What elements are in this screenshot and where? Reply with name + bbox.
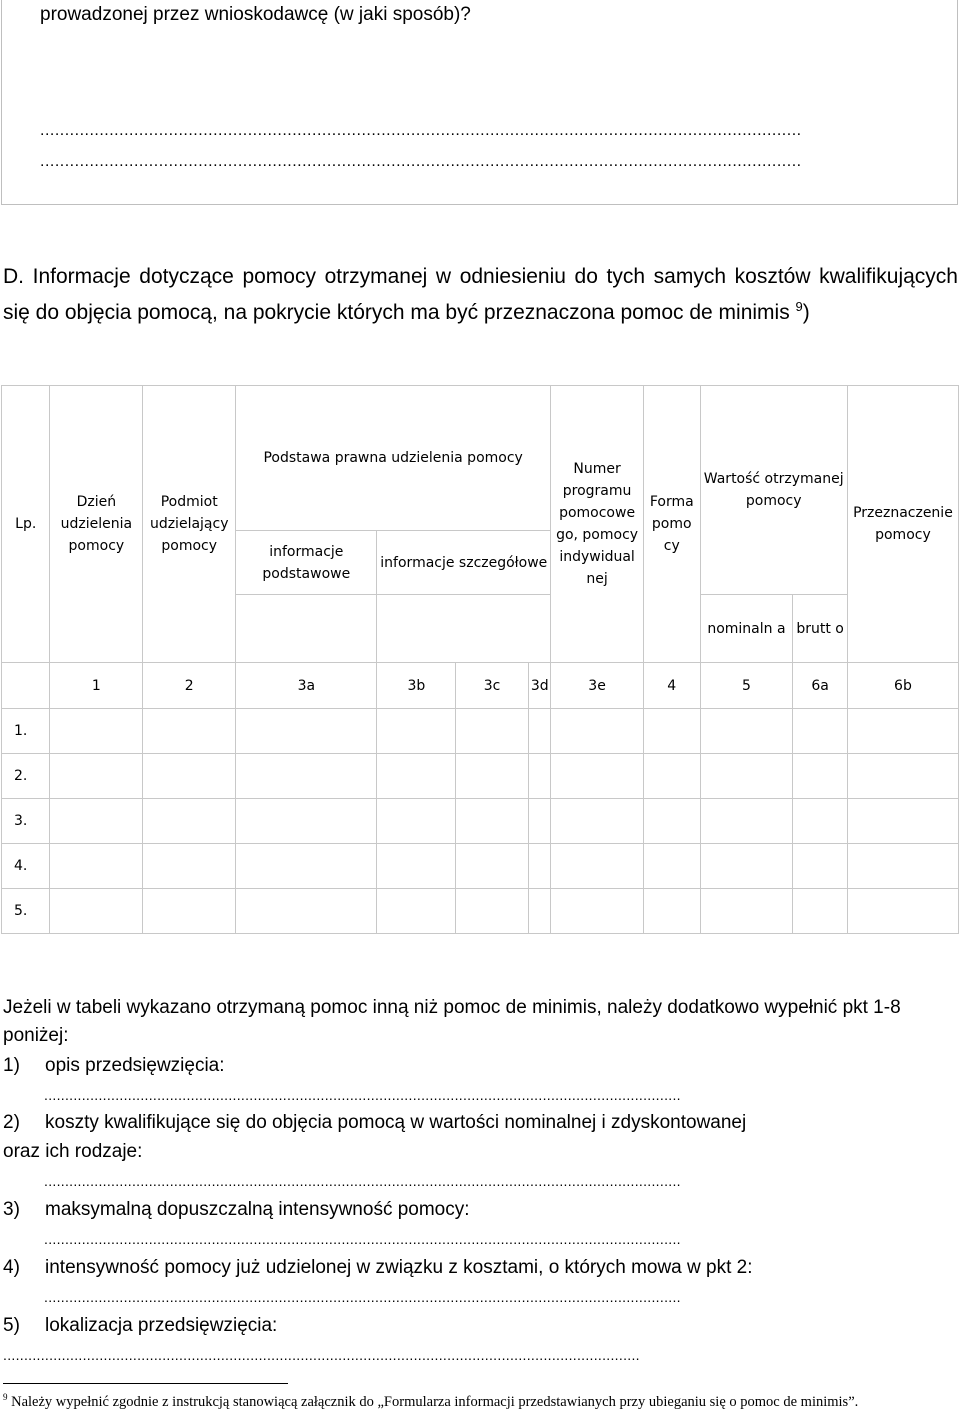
footnote-number: 9 [3,1392,8,1402]
header-basic-info-sub [236,595,377,663]
header-value: Wartość otrzymanej pomocy [700,386,847,595]
table-cell[interactable] [793,753,848,798]
table-cell[interactable] [847,708,958,753]
header-gross: brutt o [793,595,848,663]
table-cell[interactable] [551,888,644,933]
table-cell[interactable] [551,798,644,843]
header-entity: Podmiot udzielający pomocy [143,386,236,663]
header-day: Dzień udzielenia pomocy [50,386,143,663]
table-cell[interactable] [377,798,456,843]
table-cell[interactable] [847,753,958,798]
table-cell[interactable] [377,843,456,888]
header-program: Numer programu pomocowe go, pomocy indywidual nej [551,386,644,663]
answer-dotted-line-2: .......................................................................................................................................................... [40,153,802,170]
table-cell[interactable] [143,843,236,888]
row-number: 1. [2,708,50,753]
col-num: 6a [793,663,848,708]
table-cell[interactable] [456,798,529,843]
table-cell[interactable] [143,888,236,933]
table-cell[interactable] [143,798,236,843]
table-cell[interactable] [700,708,793,753]
item-label: opis przedsięwzięcia: [45,1055,225,1076]
table-cell[interactable] [456,753,529,798]
row-number: 3. [2,798,50,843]
item-1 [3,1052,958,1080]
table-cell[interactable] [236,708,377,753]
col-num: 3d [528,663,550,708]
table-cell[interactable] [551,708,644,753]
item-label: lokalizacja przedsięwzięcia: [45,1315,278,1336]
table-cell[interactable] [644,798,701,843]
footnote-ref-paren: ) [802,301,810,324]
table-cell[interactable] [377,708,456,753]
header-detailed-info-sub [377,595,551,663]
col-num: 6b [847,663,958,708]
table-cell[interactable] [551,753,644,798]
aid-table [1,385,959,934]
item-number: 4) [3,1257,20,1278]
header-detailed-info: informacje szczegółowe [377,531,551,595]
item-3-answer-line[interactable]: ........................................................................................................................................................ [44,1231,681,1247]
table-cell[interactable] [50,753,143,798]
table-cell[interactable] [236,753,377,798]
item-2-continuation: oraz ich rodzaje: [3,1141,143,1162]
row-number: 2. [2,753,50,798]
header-legal-basis: Podstawa prawna udzielenia pomocy [236,386,551,531]
table-cell[interactable] [700,753,793,798]
header-form: Forma pomo cy [644,386,701,663]
table-cell[interactable] [528,708,550,753]
table-cell[interactable] [456,843,529,888]
table-cell[interactable] [793,888,848,933]
question-text: prowadzonej przez wnioskodawcę (w jaki sposób)? [40,4,471,25]
col-num: 4 [644,663,701,708]
table-cell[interactable] [236,888,377,933]
item-2 [3,1109,958,1137]
table-cell[interactable] [528,798,550,843]
table-cell[interactable] [551,843,644,888]
item-2-answer-line[interactable]: ........................................................................................................................................................ [44,1173,681,1189]
col-num: 3b [377,663,456,708]
footnote-ref: 9 [795,299,803,314]
table-cell[interactable] [456,708,529,753]
item-label: koszty kwalifikujące się do objęcia pomocą w wartości nominalnej i zdyskontowanej [45,1112,747,1133]
table-cell[interactable] [50,843,143,888]
item-4 [3,1254,958,1282]
table-cell[interactable] [847,798,958,843]
section-d-title [3,262,958,328]
table-cell[interactable] [528,843,550,888]
footnote-rule [3,1383,288,1384]
table-cell[interactable] [644,843,701,888]
item-5-answer-line[interactable]: ........................................................................................................................................................ [3,1347,640,1363]
table-cell[interactable] [793,798,848,843]
table-cell[interactable] [644,888,701,933]
footnote [3,1392,958,1411]
table-cell[interactable] [528,888,550,933]
table-cell[interactable] [700,843,793,888]
col-num: 5 [700,663,793,708]
table-cell[interactable] [793,708,848,753]
table-cell[interactable] [377,753,456,798]
section-d-title-text: D. Informacje dotyczące pomocy otrzymanej w odniesieniu do tych samych kosztów kwalifikujących się do objęcia pomocą, na pokrycie których ma być przeznaczona pomoc de minimis [3,265,958,324]
item-number: 2) [3,1112,20,1133]
table-cell[interactable] [236,843,377,888]
table-cell[interactable] [847,843,958,888]
table-cell[interactable] [644,753,701,798]
table-cell[interactable] [50,798,143,843]
item-label: intensywność pomocy już udzielonej w związku z kosztami, o których mowa w pkt 2: [45,1257,753,1278]
table-cell[interactable] [236,798,377,843]
previous-answer-box [1,0,958,205]
item-number: 3) [3,1199,20,1220]
header-nominal: nominaln a [700,595,793,663]
item-label: maksymalną dopuszczalną intensywność pomocy: [45,1199,470,1220]
item-number: 5) [3,1315,20,1336]
table-cell[interactable] [143,708,236,753]
table-cell[interactable] [50,708,143,753]
item-5 [3,1312,958,1340]
additional-info-intro: Jeżeli w tabeli wykazano otrzymaną pomoc inną niż pomoc de minimis, należy dodatkowo wypełnić pkt 1-8 poniżej: [3,997,901,1046]
row-number: 4. [2,843,50,888]
col-num-lp [2,663,50,708]
col-num: 3a [236,663,377,708]
table-cell[interactable] [50,888,143,933]
header-purpose: Przeznaczenie pomocy [847,386,958,663]
table-cell[interactable] [456,888,529,933]
table-cell[interactable] [700,798,793,843]
header-lp: Lp. [2,386,50,663]
answer-dotted-line-1: .......................................................................................................................................................... [40,122,802,139]
item-3 [3,1196,958,1224]
col-num: 3e [551,663,644,708]
table-cell[interactable] [793,843,848,888]
col-num: 2 [143,663,236,708]
table-cell[interactable] [143,753,236,798]
table-cell[interactable] [377,888,456,933]
col-num: 3c [456,663,529,708]
table-cell[interactable] [847,888,958,933]
item-4-answer-line[interactable]: ........................................................................................................................................................ [44,1289,681,1305]
item-number: 1) [3,1055,20,1076]
table-cell[interactable] [528,753,550,798]
footnote-text: Należy wypełnić zgodnie z instrukcją stanowiącą załącznik do „Formularza informacji przedstawianych przy ubieganiu się o pomoc de minimis”. [11,1393,859,1410]
row-number: 5. [2,888,50,933]
table-cell[interactable] [700,888,793,933]
header-basic-info: informacje podstawowe [236,531,377,595]
table-cell[interactable] [644,708,701,753]
item-1-answer-line[interactable]: ........................................................................................................................................................ [44,1087,681,1103]
col-num: 1 [50,663,143,708]
